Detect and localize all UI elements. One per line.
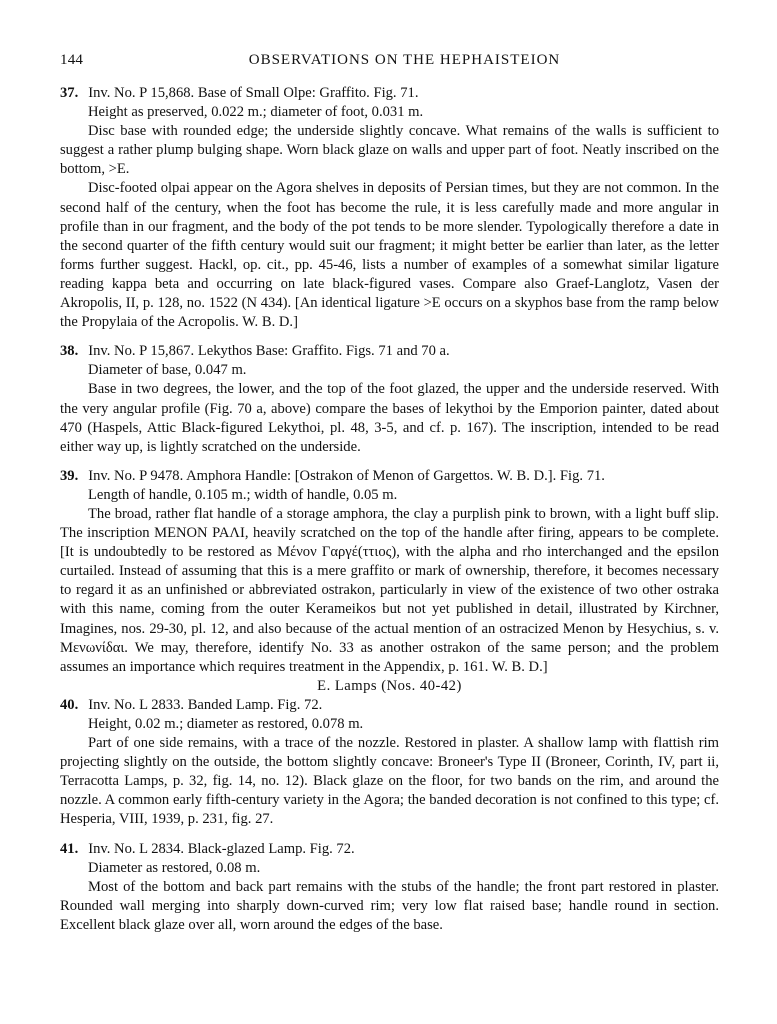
entry-dimensions: Length of handle, 0.105 m.; width of handle, 0.05 m.: [88, 486, 398, 503]
running-title: OBSERVATIONS ON THE HEPHAISTEION: [248, 52, 561, 68]
entry-paragraph: Part of one side remains, with a trace of the nozzle. Restored in plaster. A shallow lamp with flattish rim projecting slightly on the outside, the bottom slightly concave: Broneer's Type II (Broneer, Corinth, IV, part ii, Terracotta Lamps, p. 32, fig. 14, no. 12). Black glaze on the floor, for two bands on the rim, and around the nozzle. A common early fifth-century variety in the Agora; the banded decoration is not confined to this type; cf. Hesperia, VIII, 1939, p. 231, fig. 27.: [60, 735, 719, 828]
entry-paragraph: Disc-footed olpai appear on the Agora shelves in deposits of Persian times, but they are not common. In the second half of the century, when the foot has become the rule, it is less carefully made and more angular in profile than in our fragment, and the body of the pot tends to be more slender. Typologically therefore a date in the second quarter of the fifth century would suit our fragment; it might better be earlier than later, as the letter forms further suggest. Hackl, op. cit., pp. 45-46, lists a number of examples of a somewhat similar ligature reading kappa beta and occurring on late black-figured vases. Compare also Graef-Langlotz, Vasen der Akropolis, II, p. 128, no. 1522 (N 434). [An identical ligature >E occurs on a skyphos base from the ramp below the Propylaia of the Acropolis. W. B. D.]: [60, 180, 719, 331]
catalogue-entry-38: [60, 342, 719, 457]
entry-paragraph: Disc base with rounded edge; the underside slightly concave. What remains of the walls is sufficient to suggest a rather plump bulging shape. Worn black glaze on walls and upper part of foot. Neatly inscribed on the bottom, >E.: [60, 123, 719, 178]
entry-header-text: Inv. No. P 15,867. Lekythos Base: Graffito. Figs. 71 and 70 a.: [88, 343, 450, 360]
entry-header-text: Inv. No. L 2834. Black-glazed Lamp. Fig. 72.: [88, 840, 355, 857]
catalogue-entry-39: [60, 467, 719, 677]
catalogue-entry-37: [60, 84, 719, 332]
entry-dimensions: Diameter as restored, 0.08 m.: [88, 859, 261, 876]
entry-number: 37.: [60, 85, 79, 101]
running-head: [60, 52, 719, 69]
catalogue-entry-41: [60, 840, 719, 935]
entry-dimensions: Diameter of base, 0.047 m.: [88, 362, 247, 379]
body-text: [60, 84, 719, 935]
entry-header: [60, 696, 719, 715]
entry-paragraph: Base in two degrees, the lower, and the top of the foot glazed, the upper and the underside reserved. With the very angular profile (Fig. 70 a, above) compare the bases of lekythoi by the Emporion painter, dated about 470 (Haspels, Attic Black-figured Lekythoi, pl. 48, 3-5, and cf. p. 167). The inscription, intended to be read either way up, is lightly scratched on the underside.: [60, 381, 719, 455]
entry-header: [60, 840, 719, 859]
entry-dimensions: Height as preserved, 0.022 m.; diameter of foot, 0.031 m.: [88, 104, 424, 121]
entry-paragraph: The broad, rather flat handle of a storage amphora, the clay a purplish pink to brown, with a light buff slip. The inscription ΜΕΝΟΝ ΡΑΛΙ, heavily scratched on the top of the handle after firing, appears to be complete. [It is undoubtedly to be restored as Μένον Γαργέ(ττιος), with the alpha and rho interchanged and the epsilon curtailed. Instead of assuming that this is a mere graffito or mark of ownership, therefore, it becomes necessary to regard it as an unfinished or abbreviated ostrakon, particularly in view of the existence of two other ostraka with this name, coming from the outer Kerameikos but not yet published in detail, illustrated by Kirchner, Imagines, nos. 29-30, pl. 12, and also because of the actual mention of an ostracized Menon by Hesychius, s. v. Μενωνίδαι. We may, therefore, identify No. 33 as another ostrakon of the same person; and the problem assumes an importance which requires treatment in the Appendix, p. 161. W. B. D.]: [60, 505, 719, 675]
entry-number: 39.: [60, 467, 79, 484]
entry-header-text: Inv. No. P 15,868. Base of Small Olpe: Graffito. Fig. 71.: [88, 85, 419, 101]
page-number: 144: [60, 52, 84, 68]
entry-number: 41.: [60, 840, 79, 857]
section-heading: E. Lamps (Nos. 40-42): [317, 677, 462, 694]
entry-number: 38.: [60, 343, 79, 360]
entry-number: 40.: [60, 696, 79, 713]
entry-header: [60, 342, 719, 361]
entry-dimensions: Height, 0.02 m.; diameter as restored, 0.078 m.: [88, 716, 364, 732]
entry-header: [60, 467, 719, 486]
entry-header: [60, 84, 719, 103]
entry-header-text: Inv. No. P 9478. Amphora Handle: [Ostrakon of Menon of Gargettos. W. B. D.]. Fig. 71.: [88, 467, 605, 484]
entry-paragraph: Most of the bottom and back part remains with the stubs of the handle; the front part restored in plaster. Rounded wall merging into sharply down-curved rim; very low flat raised base; handle round in section. Excellent black glaze over all, worn around the edges of the base.: [60, 878, 719, 933]
entry-header-text: Inv. No. L 2833. Banded Lamp. Fig. 72.: [88, 696, 323, 713]
catalogue-entry-40: [60, 696, 719, 830]
